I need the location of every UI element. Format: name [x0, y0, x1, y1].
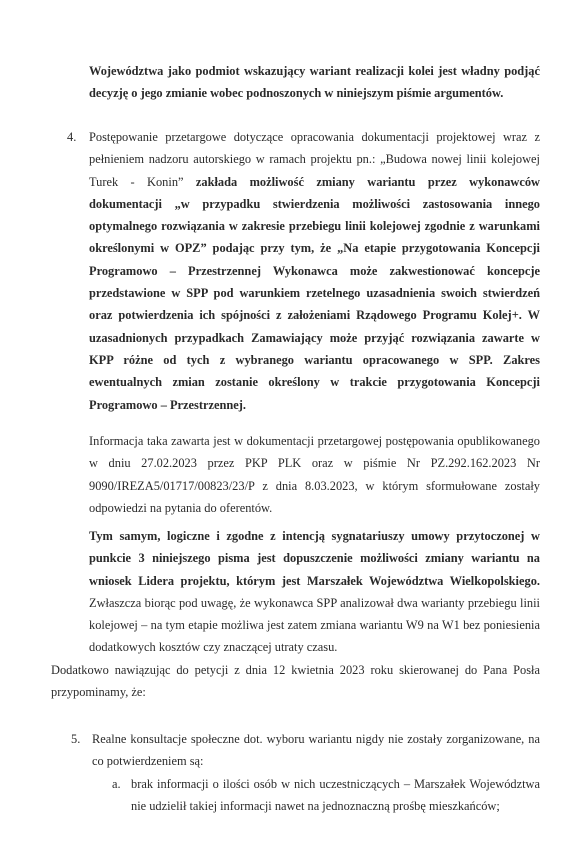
point-5a-letter: a. — [112, 777, 121, 791]
point-4-text-bold: zakłada możliwość zmiany wariantu przez wykonawców dokumentacji „w przypadku stwierdzenia możliwości zastosowania innego optymalnego rozwiązania w zakresie przebiegu linii kolejowej zgodnie z warunkami określonymi w OPZ” podając przy tym, że „Na etapie przygotowania Koncepcji Programowo – Przestrzennej Wykonawca może zakwestionować koncepcje przedstawione w SPP pod warunkiem rzetelnego uzasadnienia swoich stwierdzeń oraz potwierdzenia ich spójności z założeniami Rządowego Programu Kolej+. W uzasadnionych przypadkach Zamawiający może przyjąć rozwiązania zawarte w KPP różne od tych z wybranego wariantu opracowanego w SPP. Zakres ewentualnych zmian zostanie określony w trakcie przygotowania Koncepcji Programowo – Przestrzennej. — [89, 174, 540, 412]
point-4-number: 4. — [67, 130, 77, 144]
conclusion-paragraph — [89, 525, 540, 659]
point-5-number: 5. — [71, 732, 81, 746]
info-paragraph: Informacja taka zawarta jest w dokumentacji przetargowej postępowania opublikowanego w dniu 27.02.2023 przez PKP PLK oraz w piśmie Nr PZ.292.162.2023 Nr 9090/IREZA5/01717/00823/23/P z dnia 8.03.2023, w którym sformułowane zostały odpowiedzi na pytania do oferentów. — [89, 434, 540, 515]
conclusion-bold: Tym samym, logiczne i zgodne z intencją sygnatariuszy umowy przytoczonej w punkcie 3 niniejszego pisma jest dopuszczenie możliwości zmiany wariantu na wniosek Lidera projektu, którym jest Marszałek Województwa Wielkopolskiego. — [89, 529, 540, 588]
point-5-paragraph: Realne konsultacje społeczne dot. wyboru wariantu nigdy nie zostały zorganizowane, na co potwierdzeniem są: — [92, 732, 540, 769]
conclusion-regular: Zwłaszcza biorąc pod uwagę, że wykonawca SPP analizował dwa warianty przebiegu linii kolejowej – na tym etapie możliwa jest zatem zmiana wariantu W9 na W1 bez poniesienia dodatkowych kosztów czy znaczącej utraty czasu. — [89, 595, 540, 655]
point-4-text-regular: Postępowanie przetargowe dotyczące opracowania dokumentacji projektowej wraz z pełnieniem nadzoru autorskiego w ramach projektu pn.: „Budowa nowej linii kolejowej Turek - Konin” — [89, 130, 540, 189]
intro-paragraph: Województwa jako podmiot wskazujący wariant realizacji kolei jest władny podjąć decyzję o jego zmianie wobec podnoszonych w niniejszym piśmie argumentów. — [89, 64, 540, 101]
additional-paragraph: Dodatkowo nawiązując do petycji z dnia 12 kwietnia 2023 roku skierowanej do Pana Posła przypominamy, że: — [51, 663, 540, 700]
point-4-paragraph — [89, 126, 540, 416]
point-5a-paragraph: brak informacji o ilości osób w nich uczestniczących – Marszałek Województwa nie udzielił takiej informacji nawet na jednoznaczną prośbę mieszkańców; — [131, 777, 540, 814]
